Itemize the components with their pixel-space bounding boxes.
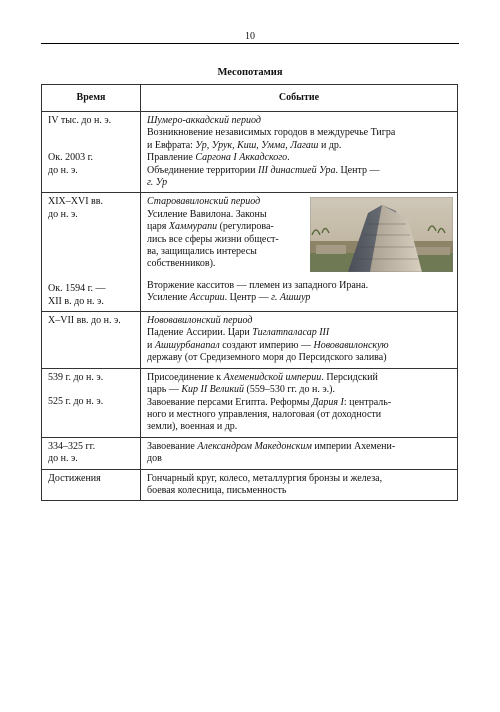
header-event: Событие (141, 85, 458, 112)
time-cell: XIX–XVI вв. до н. э. Ок. 1594 г. — XII в. до н. э. (48, 196, 106, 307)
mesopotamia-table (41, 84, 458, 501)
event-cell: Старовавилонский период Усиление Вавилона. Законы царя Хаммурапи (регулирова- лись все сферы жизни общест- ва, защищались интересы собственников). Вторжение касситов — племен из западного Ирана. Усиление Ассирии. Центр — г. Ашшур (141, 193, 457, 307)
period-title: Нововавилонский период (147, 315, 253, 327)
time-cell: 539 г. до н. э. 525 г. до н. э. (48, 371, 104, 408)
table-row (42, 437, 458, 469)
table-title: Месопотамия (217, 67, 283, 78)
table-row (42, 193, 458, 312)
header-time: Время (42, 85, 141, 112)
period-title: Старовавилонский период (147, 196, 261, 208)
time-cell: 334–325 гг. до н. э. (48, 440, 96, 465)
event-cell: Завоевание Александром Македонским империи Ахемени- дов (147, 440, 396, 465)
period-title: Шумеро-аккадский период (147, 115, 261, 126)
table-row (42, 368, 458, 437)
header-rule (41, 43, 459, 44)
time-cell: Достижения (48, 472, 101, 484)
header-row (42, 85, 458, 112)
table-row (42, 312, 458, 369)
event-cell: Нововавилонский период Падение Ассирии. Цари Тиглатпаласар III и Ашшурбанапал создают империю — Нововавилонскую державу (от Средиземного моря до Персидского залива) (147, 315, 389, 364)
event-cell: Гончарный круг, колесо, металлургия бронзы и железа, боевая колесница, письменность (147, 472, 383, 496)
event-cell: Шумеро-аккадский период Возникновение независимых городов в междуречье Тигра и Евфрата: Ур, Урук, Киш, Умма, Лагаш и др. Правление Саргона I Аккадского. Объединение территории III династией Ура. Центр — г. Ур (147, 115, 396, 189)
page-number: 10 (245, 31, 255, 42)
time-cell: X–VII вв. до н. э. (48, 315, 121, 327)
table-row (42, 112, 458, 193)
babylon-tower-image (310, 197, 453, 272)
time-cell: IV тыс. до н. э. Ок. 2003 г. до н. э. (48, 115, 112, 176)
table-row (42, 469, 458, 501)
event-cell: Присоединение к Ахеменидской империи. Персидский царь — Кир II Великий (559–530 гг. до н. э.). Завоевание персами Египта. Реформы Дария I: централь- ного и местного управления, налоговая (от доходности земли), военная и др. (147, 371, 392, 433)
